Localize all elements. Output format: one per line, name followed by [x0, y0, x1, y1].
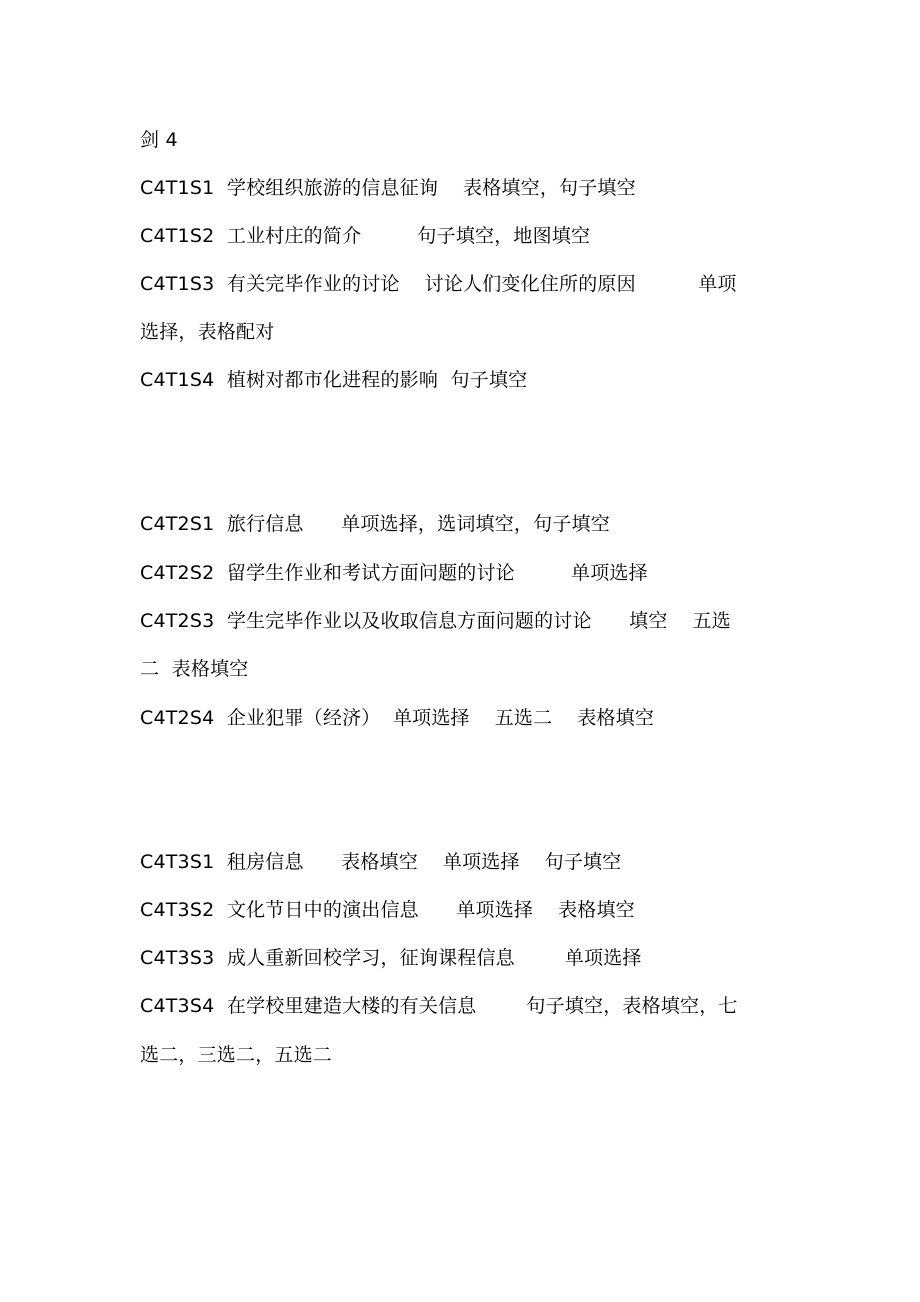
text-line: 二 表格填空 — [140, 658, 249, 680]
text-line: C4T2S3 学生完毕作业以及收取信息方面问题的讨论 填空 五选 — [140, 610, 731, 632]
text-line: 选择，表格配对 — [140, 321, 275, 343]
text-line: C4T1S4 植树对都市化进程的影响 句子填空 — [140, 369, 528, 391]
text-line: C4T1S2 工业村庄的简介 句子填空，地图填空 — [140, 225, 591, 247]
text-line: C4T2S1 旅行信息 单项选择，选词填空，句子填空 — [140, 513, 610, 535]
text-line: C4T3S3 成人重新回校学习，征询课程信息 单项选择 — [140, 947, 642, 969]
text-line: C4T2S4 企业犯罪（经济） 单项选择 五选二 表格填空 — [140, 707, 655, 729]
text-line: C4T1S3 有关完毕作业的讨论 讨论人们变化住所的原因 单项 — [140, 273, 737, 295]
text-line: C4T3S1 租房信息 表格填空 单项选择 句子填空 — [140, 851, 622, 873]
text-line: C4T3S4 在学校里建造大楼的有关信息 句子填空，表格填空，七 — [140, 995, 738, 1017]
text-line: C4T2S2 留学生作业和考试方面问题的讨论 单项选择 — [140, 562, 648, 584]
text-line: 选二，三选二，五选二 — [140, 1044, 333, 1066]
text-line: C4T3S2 文化节日中的演出信息 单项选择 表格填空 — [140, 899, 635, 921]
text-line: C4T1S1 学校组织旅游的信息征询 表格填空，句子填空 — [140, 177, 636, 199]
document-heading: 剑 4 — [140, 129, 178, 151]
